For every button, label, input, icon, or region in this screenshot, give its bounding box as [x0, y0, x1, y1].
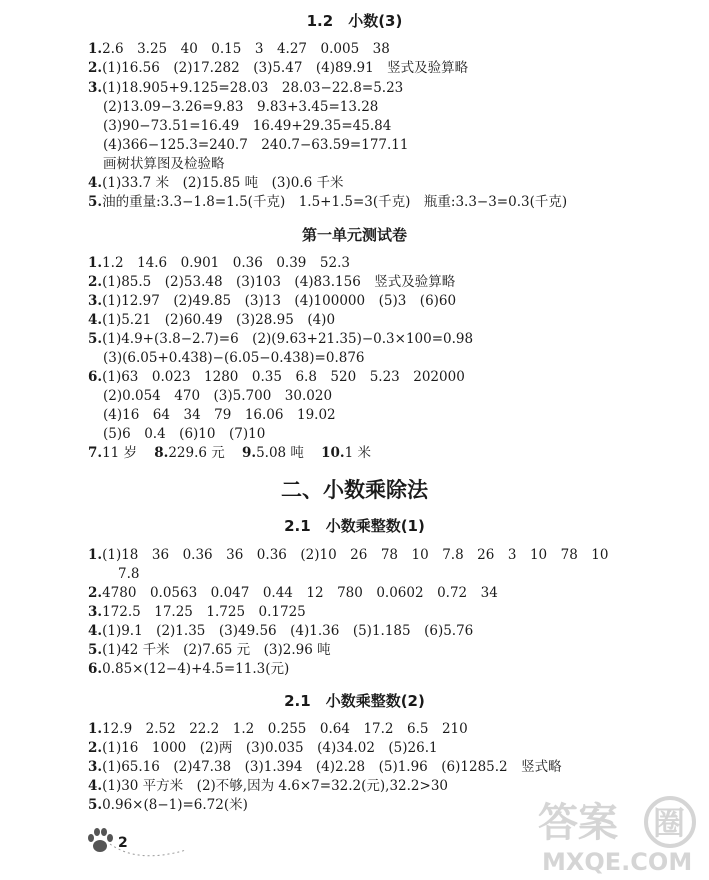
svg-text:圈: 圈	[653, 804, 686, 842]
answer-line: 2.(1)16 1000 (2)两 (3)0.035 (4)34.02 (5)26.1	[88, 740, 438, 756]
answer-line: 4.(1)9.1 (2)1.35 (3)49.56 (4)1.36 (5)1.185 (6)5.76	[88, 623, 474, 639]
answer-line: (5)6 0.4 (6)10 (7)10	[103, 426, 266, 442]
answer-line: 7.11 岁 8.229.6 元 9.5.08 吨 10.1 米	[88, 445, 371, 461]
answer-line: 3.(1)18.905+9.125=28.03 28.03−22.8=5.23	[88, 80, 404, 96]
answer-line: (4)366−125.3=240.7 240.7−63.59=177.11	[103, 137, 409, 153]
answer-line: 1.12.9 2.52 22.2 1.2 0.255 0.64 17.2 6.5 210	[88, 721, 468, 737]
answer-line: (2)13.09−3.26=9.83 9.83+3.45=13.28	[103, 99, 379, 115]
svg-text:MXQE.COM: MXQE.COM	[542, 848, 693, 875]
answer-line: 5.(1)4.9+(3.8−2.7)=6 (2)(9.63+21.35)−0.3×100=0.98	[88, 331, 474, 347]
answer-line: 5.(1)42 千米 (2)7.65 元 (3)2.96 吨	[88, 642, 331, 658]
section-title: 1.2 小数(3)	[306, 12, 403, 30]
answer-line: 4.(1)33.7 米 (2)15.85 吨 (3)0.6 千米	[88, 175, 344, 191]
answer-line: 1.(1)18 36 0.36 36 0.36 (2)10 26 78 10 7.8 26 3 10 78 10	[88, 547, 609, 563]
answer-line: (3)90−73.51=16.49 16.49+29.35=45.84	[103, 118, 392, 134]
answer-line: 5.0.96×(8−1)=6.72(米)	[88, 797, 248, 813]
answer-line: 5.油的重量:3.3−1.8=1.5(千克) 1.5+1.5=3(千克) 瓶重:3.3−3=0.3(千克)	[88, 194, 568, 210]
section-title: 2.1 小数乘整数(1)	[284, 517, 425, 535]
answer-line: 6.0.85×(12−4)+4.5=11.3(元)	[88, 661, 290, 677]
answer-line: 4.(1)30 平方米 (2)不够,因为 4.6×7=32.2(元),32.2>30	[88, 778, 449, 794]
answer-line: 3.(1)12.97 (2)49.85 (3)13 (4)100000 (5)3 (6)60	[88, 293, 457, 309]
answer-line: 3.172.5 17.25 1.725 0.1725	[88, 604, 306, 620]
answer-line: 7.8	[118, 566, 140, 582]
answer-line: 2.4780 0.0563 0.047 0.44 12 780 0.0602 0.72 34	[88, 585, 498, 601]
answer-line: (2)0.054 470 (3)5.700 30.020	[103, 388, 333, 404]
answer-line: 2.(1)16.56 (2)17.282 (3)5.47 (4)89.91 竖式及验算略	[88, 60, 469, 76]
answer-line: 画树状算图及检验略	[103, 156, 225, 172]
answer-line: 1.1.2 14.6 0.901 0.36 0.39 52.3	[88, 255, 350, 271]
decorative-dotted-curve	[108, 836, 188, 862]
answer-line: 3.(1)65.16 (2)47.38 (3)1.394 (4)2.28 (5)1.96 (6)1285.2 竖式略	[88, 759, 562, 775]
chapter-title: 二、小数乘除法	[281, 478, 428, 502]
page-number: 2	[118, 835, 128, 851]
answer-line: (4)16 64 34 79 16.06 19.02	[103, 407, 336, 423]
svg-text:答案: 答案	[538, 800, 618, 846]
section-title: 第一单元测试卷	[301, 226, 407, 244]
answer-line: 6.(1)63 0.023 1280 0.35 6.8 520 5.23 202000	[88, 369, 465, 385]
section-title: 2.1 小数乘整数(2)	[284, 692, 425, 710]
answer-line: 2.(1)85.5 (2)53.48 (3)103 (4)83.156 竖式及验算略	[88, 274, 456, 290]
watermark-logo	[530, 790, 700, 875]
answer-line: (3)(6.05+0.438)−(6.05−0.438)=0.876	[103, 350, 365, 366]
answer-line: 4.(1)5.21 (2)60.49 (3)28.95 (4)0	[88, 312, 336, 328]
answer-line: 1.2.6 3.25 40 0.15 3 4.27 0.005 38	[88, 41, 390, 57]
